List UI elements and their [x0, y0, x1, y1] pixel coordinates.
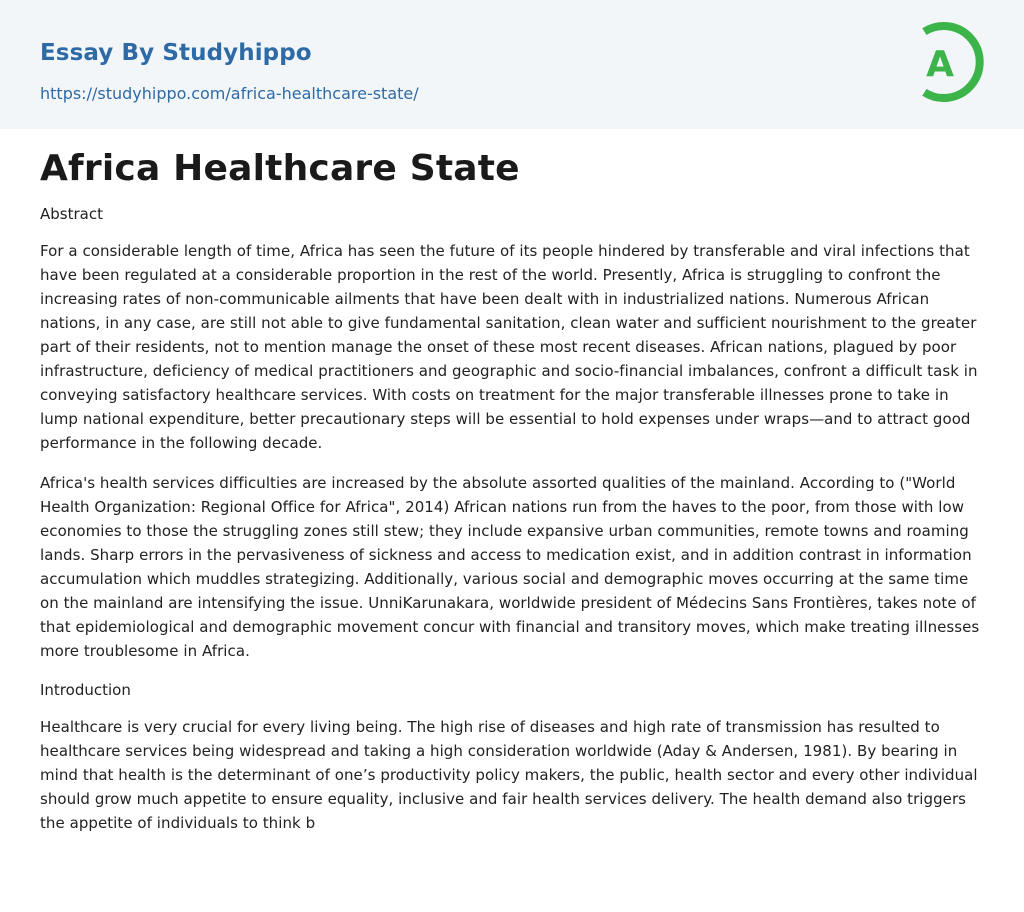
abstract-paragraph-2: Africa's health services difficulties are increased by the absolute assorted qualities of the mainland. According to ("World Health Organization: Regional Office for Africa", 2014) African nations run from the haves to the poor, from those with low economies to those the struggling zones still stew; they include expansive urban communities, remote towns and roaming lands. Sharp errors in the pervasiveness of sickness and access to medication exist, and in addition contrast in information accumulation which muddles strategizing. Additionally, various social and demographic moves occurring at the same time on the mainland are intensifying the issue. UnniKarunakara, worldwide president of Médecins Sans Frontières, takes note of that epidemiological and demographic movement concur with financial and transitory moves, which make treating illnesses more troublesome in Africa.: [40, 474, 980, 660]
logo-letter: A: [926, 44, 954, 85]
article-url-link[interactable]: https://studyhippo.com/africa-healthcare-state/: [40, 84, 419, 103]
abstract-heading: Abstract: [40, 205, 103, 223]
introduction-paragraph: Healthcare is very crucial for every living being. The high rise of diseases and high rate of transmission has resulted to healthcare services being widespread and taking a high consideration worldwide (Aday & Andersen, 1981). By bearing in mind that health is the determinant of one’s productivity policy makers, the public, health sector and every other individual should grow much appetite to ensure equality, inclusive and fair health services delivery. The health demand also triggers the appetite of individuals to think b: [40, 718, 978, 832]
abstract-paragraph-1: For a considerable length of time, Africa has seen the future of its people hindered by transferable and viral infections that have been regulated at a considerable proportion in the rest of the world. Presently, Africa is struggling to confront the increasing rates of non-communicable ailments that have been dealt with in industrialized nations. Numerous African nations, in any case, are still not able to give fundamental sanitation, clean water and sufficient nourishment to the greater part of their residents, not to mention manage the onset of these most recent diseases. African nations, plagued by poor infrastructure, deficiency of medical practitioners and geographic and socio-financial imbalances, confront a difficult task in conveying satisfactory healthcare services. With costs on treatment for the major transferable illnesses prone to take in lump national expenditure, better precautionary steps will be essential to hold expenses under wraps—and to attract good performance in the following decade.: [40, 242, 978, 452]
introduction-heading: Introduction: [40, 681, 131, 699]
site-header: [0, 0, 1024, 129]
page-title: Africa Healthcare State: [40, 148, 520, 189]
brand-title: Essay By Studyhippo: [40, 40, 312, 66]
studyhippo-logo-icon[interactable]: [904, 19, 988, 105]
article-body: [0, 129, 1024, 835]
